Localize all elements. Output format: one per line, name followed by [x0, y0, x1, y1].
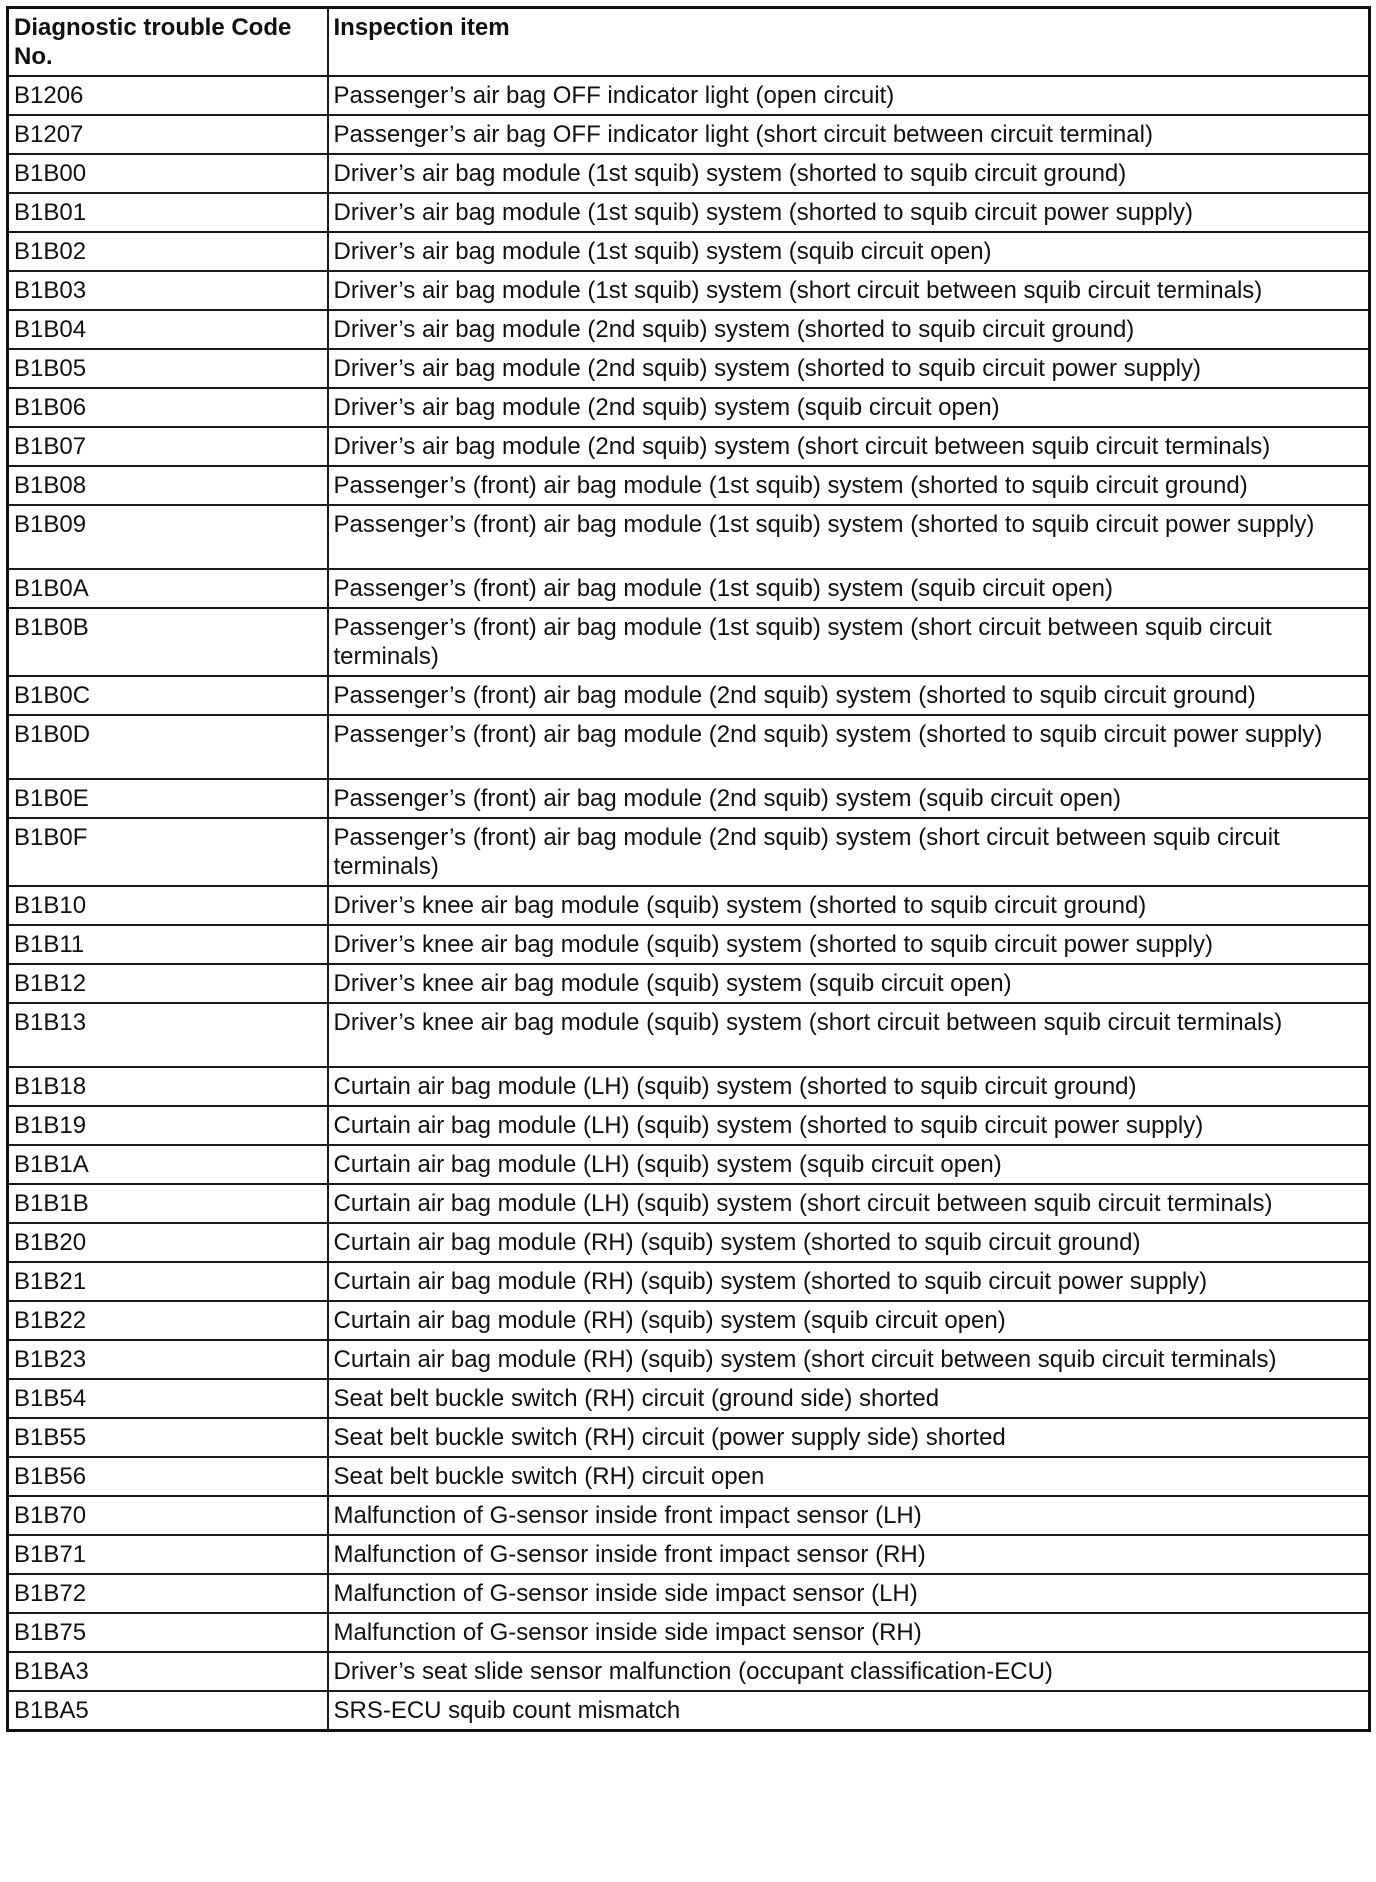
table-row	[8, 715, 1370, 779]
table-row	[8, 1418, 1370, 1457]
inspection-item-cell: Curtain air bag module (LH) (squib) system (shorted to squib circuit ground)	[328, 1067, 1370, 1106]
table-row	[8, 1613, 1370, 1652]
table-row	[8, 310, 1370, 349]
header-code: Diagnostic trouble Code No.	[8, 8, 328, 77]
table-row	[8, 466, 1370, 505]
inspection-item-cell: Passenger’s (front) air bag module (2nd squib) system (shorted to squib circuit ground)	[328, 676, 1370, 715]
inspection-item-cell: Driver’s knee air bag module (squib) system (short circuit between squib circuit terminals)	[328, 1003, 1370, 1067]
table-row	[8, 1262, 1370, 1301]
table-row	[8, 1184, 1370, 1223]
table-row	[8, 1457, 1370, 1496]
dtc-code-cell: B1B21	[8, 1262, 328, 1301]
table-row	[8, 779, 1370, 818]
table-row	[8, 964, 1370, 1003]
table-row	[8, 1003, 1370, 1067]
inspection-item-cell: Passenger’s (front) air bag module (2nd squib) system (squib circuit open)	[328, 779, 1370, 818]
table-row	[8, 271, 1370, 310]
dtc-code-cell: B1B01	[8, 193, 328, 232]
dtc-code-cell: B1B70	[8, 1496, 328, 1535]
header-inspection-item: Inspection item	[328, 8, 1370, 77]
dtc-code-cell: B1B05	[8, 349, 328, 388]
dtc-code-cell: B1B11	[8, 925, 328, 964]
dtc-code-cell: B1BA3	[8, 1652, 328, 1691]
dtc-code-cell: B1B13	[8, 1003, 328, 1067]
inspection-item-cell: Curtain air bag module (LH) (squib) system (short circuit between squib circuit terminals)	[328, 1184, 1370, 1223]
table-row	[8, 1301, 1370, 1340]
inspection-item-cell: Driver’s knee air bag module (squib) system (shorted to squib circuit ground)	[328, 886, 1370, 925]
dtc-table	[6, 6, 1371, 1732]
table-row	[8, 569, 1370, 608]
dtc-code-cell: B1B19	[8, 1106, 328, 1145]
inspection-item-cell: Curtain air bag module (RH) (squib) system (short circuit between squib circuit terminals)	[328, 1340, 1370, 1379]
dtc-code-cell: B1B07	[8, 427, 328, 466]
dtc-code-cell: B1B0B	[8, 608, 328, 676]
dtc-code-cell: B1B10	[8, 886, 328, 925]
dtc-code-cell: B1B54	[8, 1379, 328, 1418]
inspection-item-cell: Driver’s air bag module (2nd squib) system (shorted to squib circuit ground)	[328, 310, 1370, 349]
dtc-code-cell: B1B06	[8, 388, 328, 427]
dtc-code-cell: B1B08	[8, 466, 328, 505]
table-row	[8, 349, 1370, 388]
inspection-item-cell: Driver’s air bag module (1st squib) system (shorted to squib circuit ground)	[328, 154, 1370, 193]
inspection-item-cell: Curtain air bag module (RH) (squib) system (squib circuit open)	[328, 1301, 1370, 1340]
dtc-code-cell: B1B02	[8, 232, 328, 271]
dtc-code-cell: B1B0E	[8, 779, 328, 818]
table-row	[8, 1223, 1370, 1262]
inspection-item-cell: Passenger’s (front) air bag module (2nd squib) system (short circuit between squib circuit terminals)	[328, 818, 1370, 886]
inspection-item-cell: Passenger’s (front) air bag module (1st squib) system (shorted to squib circuit ground)	[328, 466, 1370, 505]
table-row	[8, 1340, 1370, 1379]
dtc-code-cell: B1B1A	[8, 1145, 328, 1184]
inspection-item-cell: Malfunction of G-sensor inside side impact sensor (LH)	[328, 1574, 1370, 1613]
inspection-item-cell: Driver’s knee air bag module (squib) system (shorted to squib circuit power supply)	[328, 925, 1370, 964]
inspection-item-cell: Seat belt buckle switch (RH) circuit open	[328, 1457, 1370, 1496]
inspection-item-cell: Passenger’s (front) air bag module (1st squib) system (short circuit between squib circuit terminals)	[328, 608, 1370, 676]
header-row	[8, 8, 1370, 77]
inspection-item-cell: Driver’s air bag module (1st squib) system (short circuit between squib circuit terminals)	[328, 271, 1370, 310]
dtc-code-cell: B1B0F	[8, 818, 328, 886]
dtc-code-cell: B1B0D	[8, 715, 328, 779]
dtc-code-cell: B1B56	[8, 1457, 328, 1496]
inspection-item-cell: Passenger’s (front) air bag module (1st squib) system (shorted to squib circuit power supply)	[328, 505, 1370, 569]
table-row	[8, 76, 1370, 115]
dtc-code-cell: B1B23	[8, 1340, 328, 1379]
table-row	[8, 1691, 1370, 1731]
dtc-code-cell: B1BA5	[8, 1691, 328, 1731]
dtc-code-cell: B1B71	[8, 1535, 328, 1574]
dtc-code-cell: B1B04	[8, 310, 328, 349]
table-row	[8, 1106, 1370, 1145]
table-row	[8, 925, 1370, 964]
table-row	[8, 154, 1370, 193]
inspection-item-cell: Driver’s seat slide sensor malfunction (occupant classification-ECU)	[328, 1652, 1370, 1691]
dtc-code-cell: B1207	[8, 115, 328, 154]
table-row	[8, 1652, 1370, 1691]
inspection-item-cell: Driver’s air bag module (2nd squib) system (short circuit between squib circuit terminals)	[328, 427, 1370, 466]
dtc-code-cell: B1B12	[8, 964, 328, 1003]
table-row	[8, 505, 1370, 569]
inspection-item-cell: Curtain air bag module (LH) (squib) system (squib circuit open)	[328, 1145, 1370, 1184]
inspection-item-cell: Malfunction of G-sensor inside front impact sensor (LH)	[328, 1496, 1370, 1535]
table-row	[8, 1535, 1370, 1574]
inspection-item-cell: Malfunction of G-sensor inside front impact sensor (RH)	[328, 1535, 1370, 1574]
table-row	[8, 1145, 1370, 1184]
inspection-item-cell: Curtain air bag module (RH) (squib) system (shorted to squib circuit power supply)	[328, 1262, 1370, 1301]
table-row	[8, 427, 1370, 466]
dtc-code-cell: B1B18	[8, 1067, 328, 1106]
dtc-code-cell: B1B00	[8, 154, 328, 193]
dtc-code-cell: B1B75	[8, 1613, 328, 1652]
dtc-code-cell: B1B0A	[8, 569, 328, 608]
dtc-code-cell: B1B1B	[8, 1184, 328, 1223]
dtc-code-cell: B1B20	[8, 1223, 328, 1262]
inspection-item-cell: Driver’s air bag module (1st squib) system (shorted to squib circuit power supply)	[328, 193, 1370, 232]
table-row	[8, 676, 1370, 715]
dtc-code-cell: B1B55	[8, 1418, 328, 1457]
table-row	[8, 1379, 1370, 1418]
inspection-item-cell: Driver’s air bag module (1st squib) system (squib circuit open)	[328, 232, 1370, 271]
dtc-code-cell: B1B72	[8, 1574, 328, 1613]
inspection-item-cell: Passenger’s air bag OFF indicator light (short circuit between circuit terminal)	[328, 115, 1370, 154]
table-row	[8, 232, 1370, 271]
document-page	[6, 6, 1368, 1732]
table-header	[8, 8, 1370, 77]
table-row	[8, 115, 1370, 154]
inspection-item-cell: Malfunction of G-sensor inside side impact sensor (RH)	[328, 1613, 1370, 1652]
inspection-item-cell: Passenger’s (front) air bag module (1st squib) system (squib circuit open)	[328, 569, 1370, 608]
inspection-item-cell: Seat belt buckle switch (RH) circuit (power supply side) shorted	[328, 1418, 1370, 1457]
inspection-item-cell: Curtain air bag module (LH) (squib) system (shorted to squib circuit power supply)	[328, 1106, 1370, 1145]
inspection-item-cell: Seat belt buckle switch (RH) circuit (ground side) shorted	[328, 1379, 1370, 1418]
table-row	[8, 818, 1370, 886]
table-row	[8, 193, 1370, 232]
table-row	[8, 886, 1370, 925]
inspection-item-cell: Driver’s air bag module (2nd squib) system (shorted to squib circuit power supply)	[328, 349, 1370, 388]
table-body	[8, 76, 1370, 1731]
table-row	[8, 1496, 1370, 1535]
dtc-code-cell: B1206	[8, 76, 328, 115]
inspection-item-cell: Passenger’s (front) air bag module (2nd squib) system (shorted to squib circuit power supply)	[328, 715, 1370, 779]
dtc-code-cell: B1B03	[8, 271, 328, 310]
inspection-item-cell: Driver’s air bag module (2nd squib) system (squib circuit open)	[328, 388, 1370, 427]
table-row	[8, 1574, 1370, 1613]
inspection-item-cell: Curtain air bag module (RH) (squib) system (shorted to squib circuit ground)	[328, 1223, 1370, 1262]
dtc-code-cell: B1B22	[8, 1301, 328, 1340]
table-row	[8, 388, 1370, 427]
table-row	[8, 608, 1370, 676]
inspection-item-cell: SRS-ECU squib count mismatch	[328, 1691, 1370, 1731]
dtc-code-cell: B1B09	[8, 505, 328, 569]
inspection-item-cell: Driver’s knee air bag module (squib) system (squib circuit open)	[328, 964, 1370, 1003]
dtc-code-cell: B1B0C	[8, 676, 328, 715]
inspection-item-cell: Passenger’s air bag OFF indicator light (open circuit)	[328, 76, 1370, 115]
table-row	[8, 1067, 1370, 1106]
